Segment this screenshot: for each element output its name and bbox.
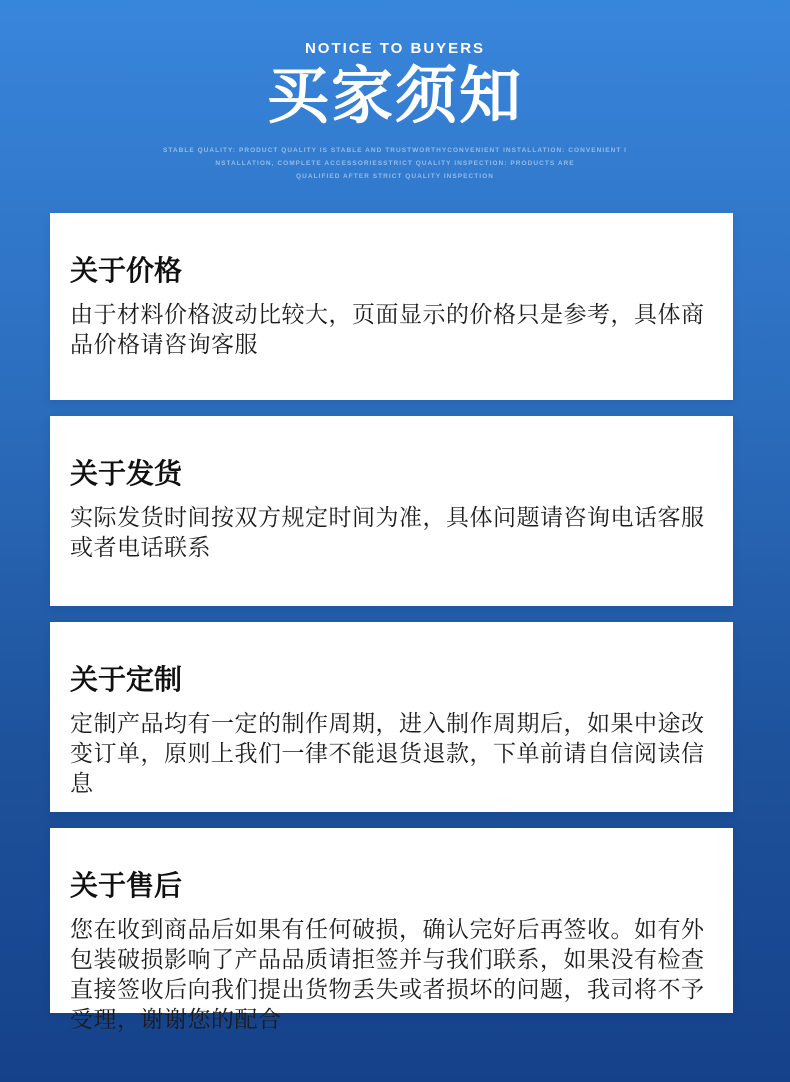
card-body: 定制产品均有一定的制作周期，进入制作周期后，如果中途改变订单，原则上我们一律不能退货退款，下单前请自信阅读信息	[70, 710, 705, 796]
card-body: 实际发货时间按双方规定时间为准，具体问题请咨询电话客服或者电话联系	[70, 504, 705, 560]
card-about-shipping	[50, 416, 733, 606]
card-title: 关于定制	[70, 664, 183, 695]
card-title: 关于价格	[70, 255, 183, 286]
card-body: 由于材料价格波动比较大，页面显示的价格只是参考，具体商品价格请咨询客服	[70, 301, 705, 357]
page-title: 买家须知	[266, 62, 523, 131]
tagline-line: STABLE QUALITY: PRODUCT QUALITY IS STABLE AND TRUSTWORTHYCONVENIENT INSTALLATION: CONVENIENT I	[162, 146, 628, 154]
tagline-line: NSTALLATION, COMPLETE ACCESSORIESSTRICT QUALITY INSPECTION: PRODUCTS ARE	[215, 159, 575, 167]
card-title: 关于发货	[70, 458, 183, 489]
notice-header	[0, 40, 790, 204]
tagline-line: QUALIFIED AFTER STRICT QUALITY INSPECTION	[296, 172, 494, 180]
header-eyebrow-english: NOTICE TO BUYERS	[304, 40, 486, 57]
card-about-price	[50, 213, 733, 400]
notice-card-list	[0, 213, 790, 1032]
card-about-after-sales	[50, 828, 733, 1032]
card-body: 您在收到商品后如果有任何破损，确认完好后再签收。如有外包装破损影响了产品品质请拒签并与我们联系，如果没有检查直接签收后向我们提出货物丢失或者损坏的问题，我司将不予受理，谢谢您的配合	[70, 916, 705, 1032]
header-tagline	[138, 144, 652, 183]
card-about-customization	[50, 622, 733, 812]
card-title: 关于售后	[70, 870, 183, 901]
